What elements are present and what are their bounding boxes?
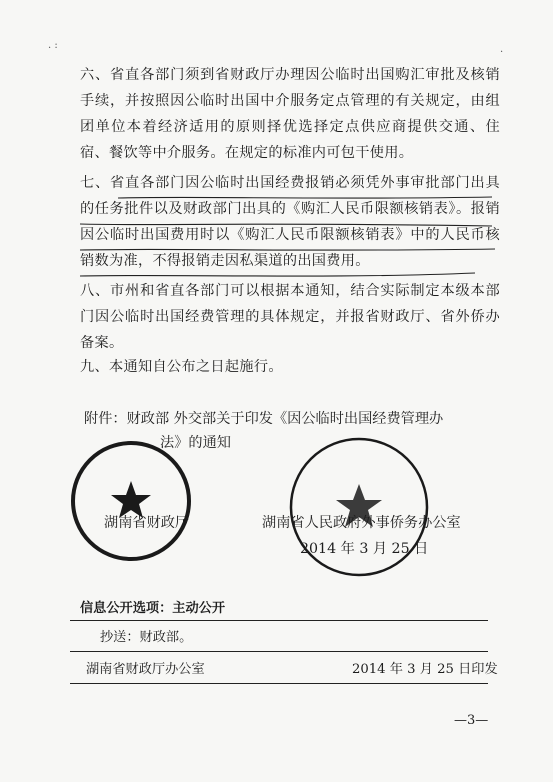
scan-speck: . :	[48, 40, 58, 51]
footer-rule-bottom	[70, 683, 488, 684]
issuing-office: 湖南省财政厅办公室	[86, 662, 205, 677]
disclosure-option: 信息公开选项：主动公开	[80, 601, 226, 616]
foreign-affairs-seal	[284, 432, 434, 582]
attachment-line-1: 附件：财政部 外交部关于印发《因公临时出国经费管理办	[84, 411, 444, 427]
paragraph-6: 六、省直各部门须到省财政厅办理因公临时出国购汇审批及核销手续，并按照因公临时出国中介服务定点管理的有关规定，由组团单位本着经济适用的原则择优选择定点供应商提供交通、住宿、餐饮等中介服务。在规定的标准内可包干使用。	[80, 67, 500, 161]
signature-date: 2014 年 3 月 25 日	[300, 541, 429, 557]
scan-speck: .	[500, 44, 504, 55]
attachment-line-2: 法》的通知	[160, 435, 231, 451]
footer-rule-top	[70, 620, 488, 621]
signature-foreign-affairs: 湖南省人民政府外事侨务办公室	[262, 515, 461, 531]
issued-date: 2014 年 3 月 25 日印发	[352, 662, 498, 677]
finance-dept-seal	[66, 436, 196, 566]
paragraph-9: 九、本通知自公布之日起施行。	[80, 359, 283, 375]
paragraph-8: 八、市州和省直各部门可以根据本通知，结合实际制定本级本部门因公临时出国经费管理的具体规定，并报省财政厅、省外侨办备案。	[80, 283, 500, 351]
signature-finance-dept: 湖南省财政厅	[104, 515, 190, 531]
paragraph-7: 七、省直各部门因公临时出国经费报销必须凭外事审批部门出具的任务批件以及财政部门出具的《购汇人民币限额核销表》。报销因公临时出国费用时以《购汇人民币限额核销表》中的人民币核销数为准，不得报销走因私渠道的出国费用。	[80, 175, 500, 269]
cc-line: 抄送：财政部。	[100, 630, 193, 645]
page-number: —3—	[454, 713, 489, 728]
footer-rule-middle	[70, 651, 488, 652]
